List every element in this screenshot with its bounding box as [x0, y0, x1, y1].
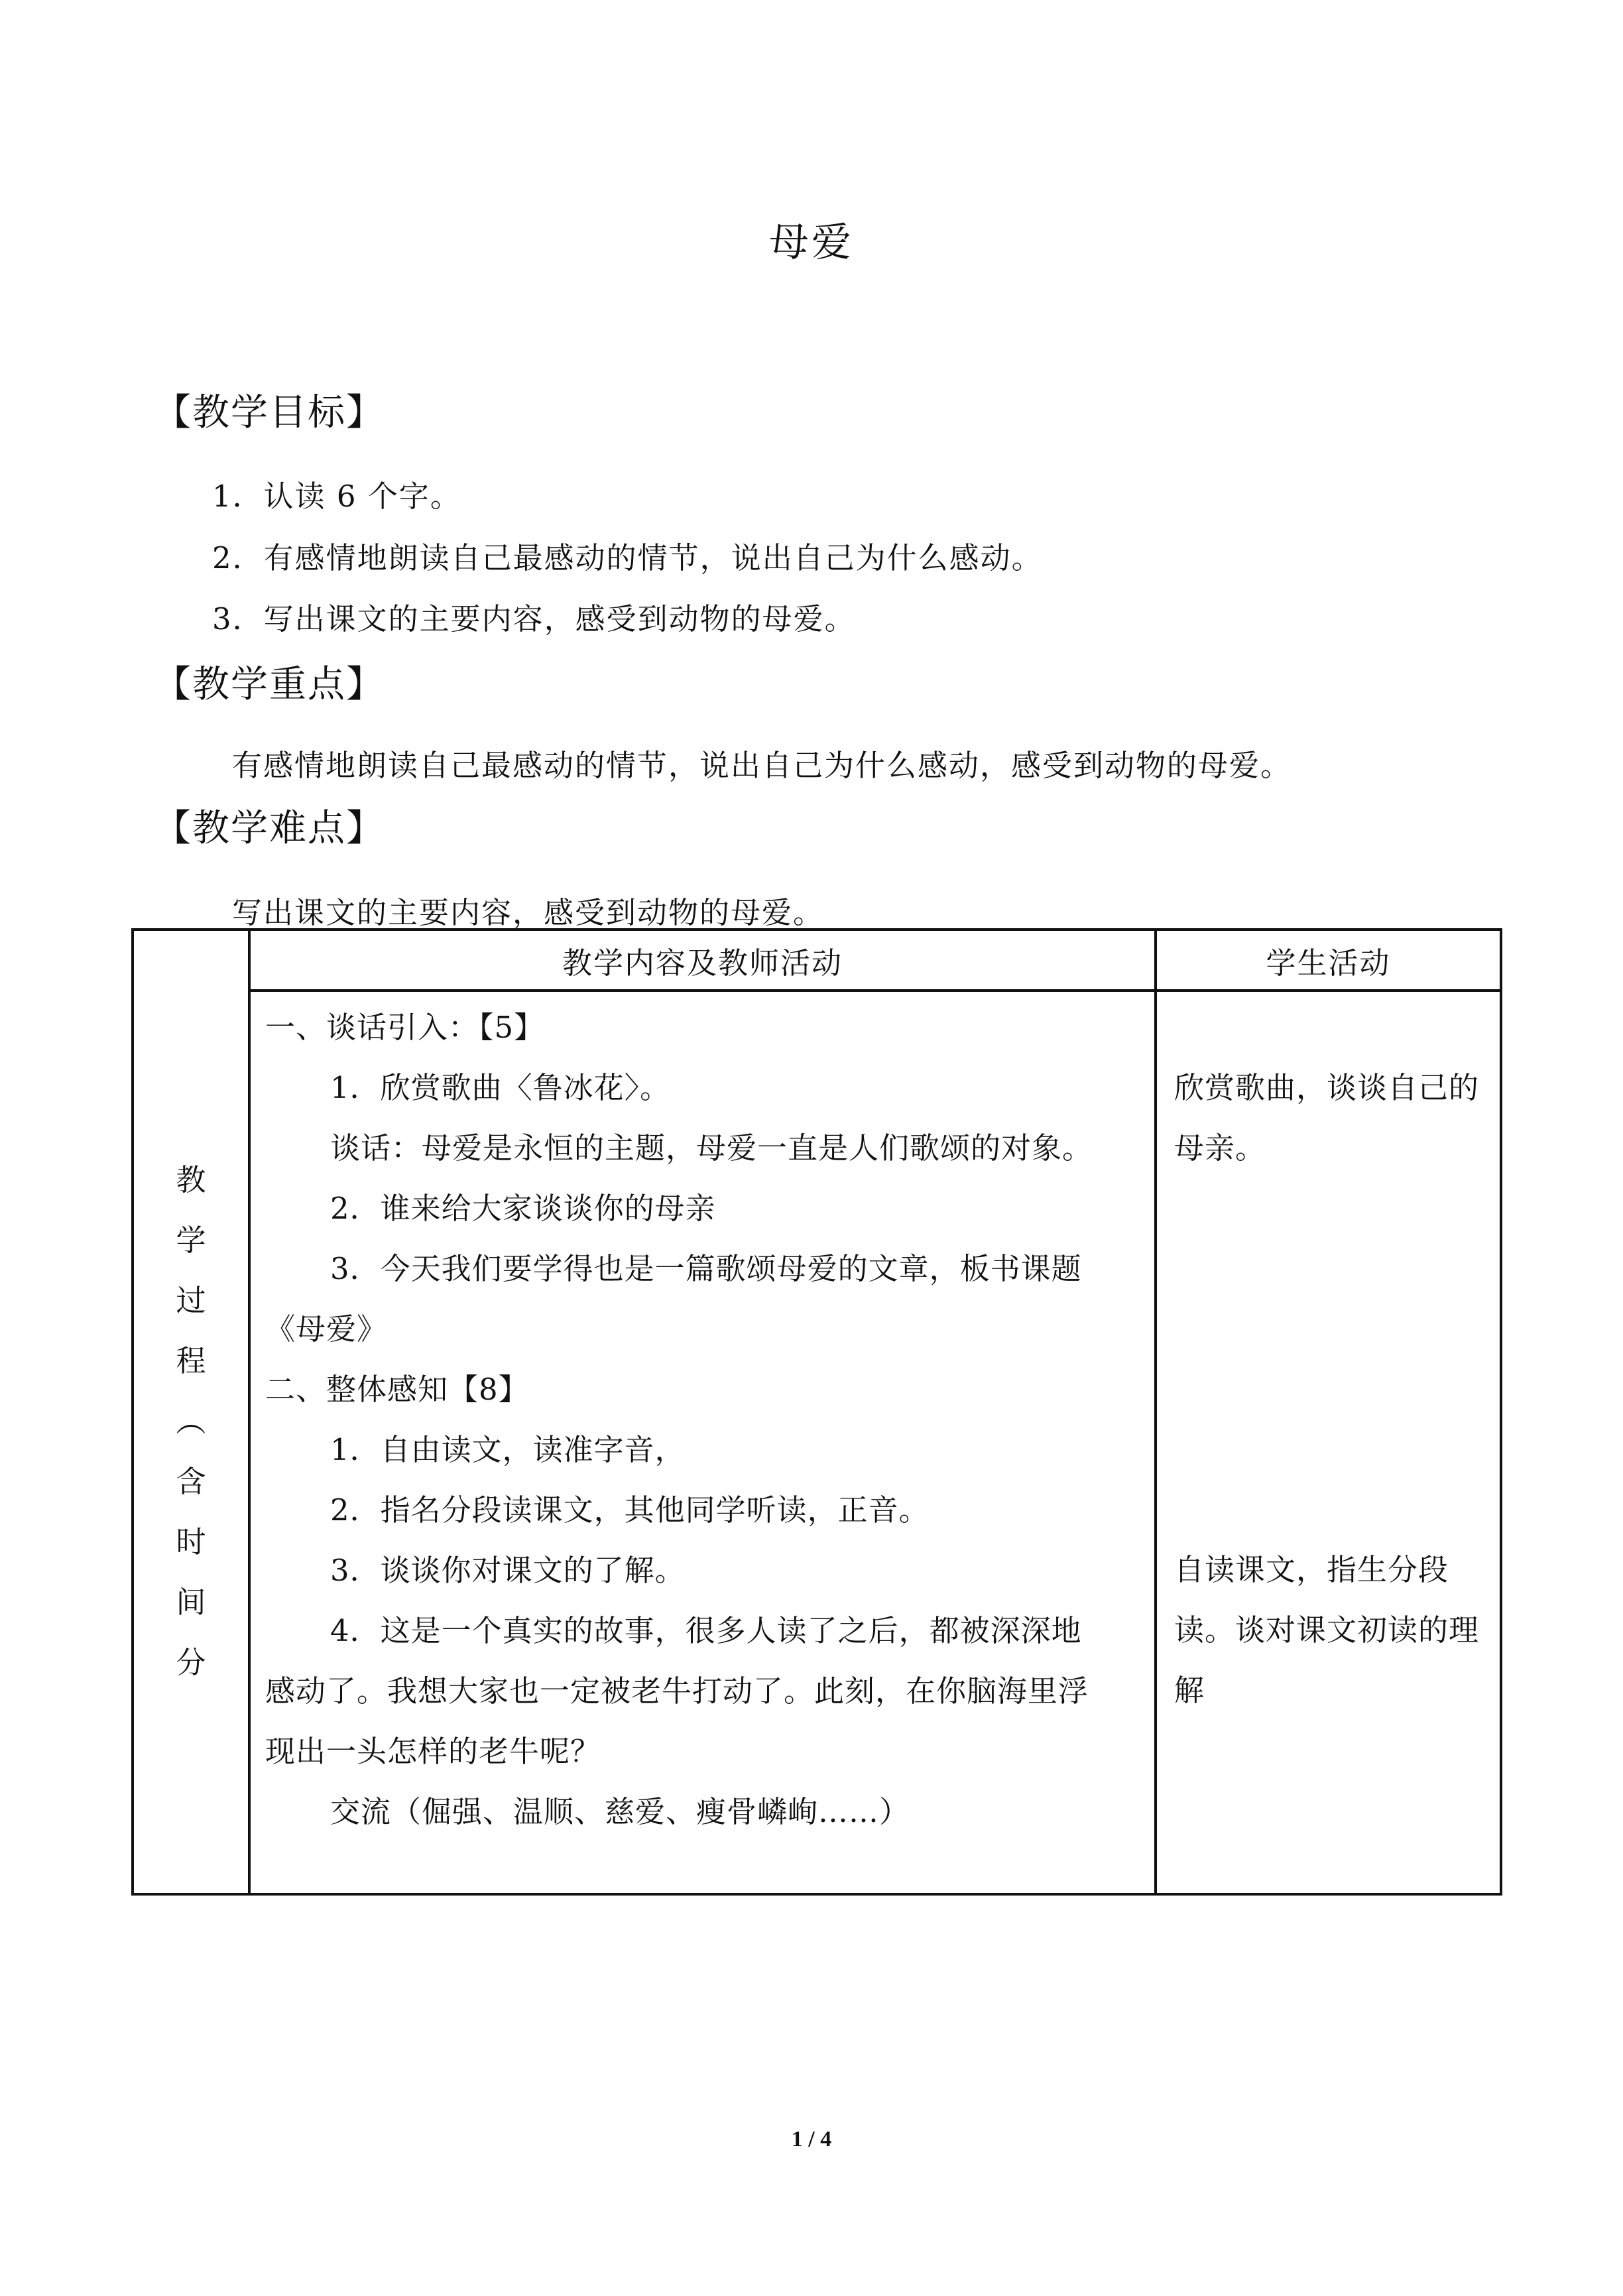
header-teacher-activity: 教学内容及教师活动 [249, 930, 1156, 991]
content-line: 交流（倔强、温顺、慈爱、瘦骨嶙峋……） [330, 1794, 910, 1829]
difficulty-text: 写出课文的主要内容，感受到动物的母爱。 [232, 895, 825, 930]
student-activity-2: 自读课文，指生分段 读。谈对课文初读的理 解 [1174, 1552, 1480, 1708]
page-number: 1 / 4 [791, 2127, 832, 2151]
difficulty-heading: 【教学难点】 [154, 807, 385, 850]
section-overview: 二、整体感知【8】 [265, 1372, 529, 1407]
goal-item-2: 2．有感情地朗读自己最感动的情节，说出自己为什么感动。 [212, 540, 1043, 575]
content-line: 感动了。我想大家也一定被老牛打动了。此刻，在你脑海里浮 [265, 1673, 1089, 1709]
content-line: 1．欣赏歌曲〈鲁冰花〉。 [330, 1070, 671, 1105]
content-line: 2．指名分段读课文，其他同学听读，正音。 [330, 1492, 930, 1528]
content-line: 3．谈谈你对课文的了解。 [330, 1553, 686, 1588]
teacher-activity-cell [249, 991, 1156, 1894]
lesson-plan-table [131, 928, 1502, 1896]
goals-heading: 【教学目标】 [154, 391, 385, 434]
content-line: 2．谁来给大家谈谈你的母亲 [330, 1191, 716, 1226]
key-points-heading: 【教学重点】 [154, 663, 385, 706]
goal-item-1: 1．认读 6 个字。 [212, 479, 461, 514]
process-label-cell [133, 930, 249, 1894]
content-line: 3．今天我们要学得也是一篇歌颂母爱的文章，板书课题 [330, 1251, 1082, 1286]
goal-item-3: 3．写出课文的主要内容，感受到动物的母爱。 [212, 601, 856, 636]
content-line: 现出一头怎样的老牛呢？ [265, 1734, 601, 1769]
content-line: 1．自由读文，读准字音， [330, 1432, 686, 1467]
section-intro: 一、谈话引入：【5】 [265, 1010, 545, 1045]
content-line: 4．这是一个真实的故事，很多人读了之后，都被深深地 [330, 1613, 1082, 1648]
content-line: 《母爱》 [265, 1311, 388, 1347]
student-activity-1: 欣赏歌曲，谈谈自己的 母亲。 [1174, 1070, 1480, 1166]
key-points-text: 有感情地朗读自己最感动的情节，说出自己为什么感动，感受到动物的母爱。 [232, 748, 1292, 783]
page-title: 母爱 [769, 219, 854, 266]
process-label: 教 学 过 程 ︵ 含 时 间 分 [176, 1162, 206, 1680]
student-activity-cell [1156, 991, 1501, 1894]
content-line: 谈话：母爱是永恒的主题，母爱一直是人们歌颂的对象。 [330, 1130, 1093, 1166]
header-student-activity: 学生活动 [1156, 930, 1501, 991]
